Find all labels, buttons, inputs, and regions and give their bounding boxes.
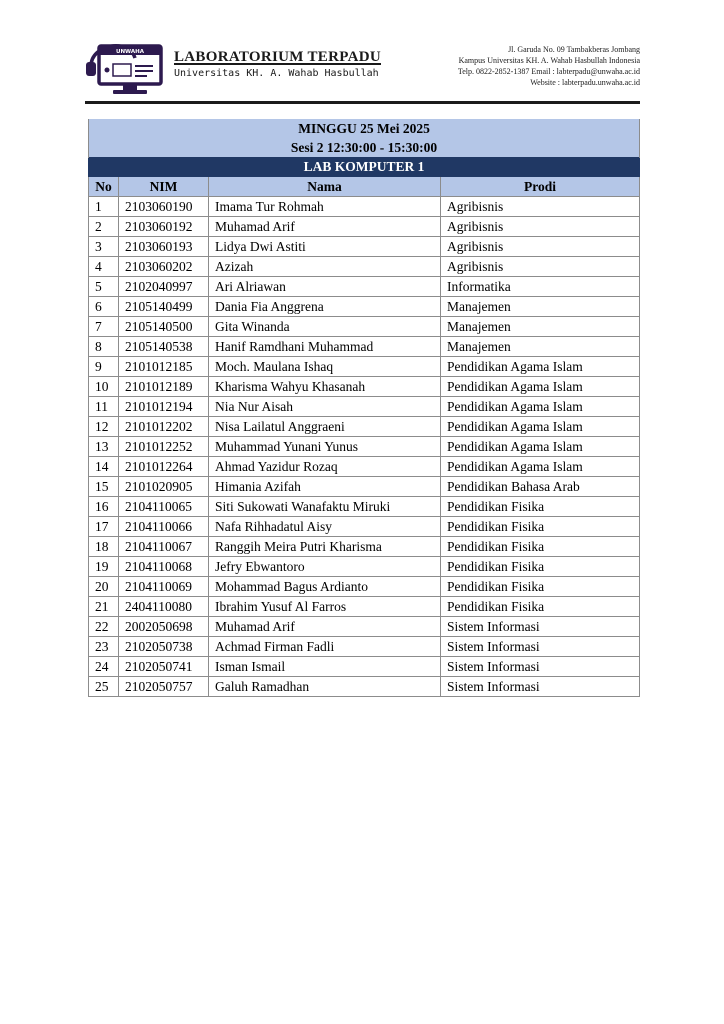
table-row: [89, 457, 640, 477]
row-prodi: Agribisnis: [441, 257, 640, 277]
row-nama: Dania Fia Anggrena: [209, 297, 441, 317]
row-no: 5: [89, 277, 119, 297]
row-no: 6: [89, 297, 119, 317]
row-nama: Nisa Lailatul Anggraeni: [209, 417, 441, 437]
lab-logo-monitor-headphones-icon: [85, 36, 165, 96]
row-nim: 2404110080: [119, 597, 209, 617]
row-nama: Siti Sukowati Wanafaktu Miruki: [209, 497, 441, 517]
column-header-prodi: Prodi: [441, 177, 640, 197]
row-nim: 2102050757: [119, 677, 209, 697]
table-row: [89, 657, 640, 677]
row-prodi: Manajemen: [441, 337, 640, 357]
letterhead: [85, 34, 640, 98]
table-row: [89, 277, 640, 297]
row-nama: Nia Nur Aisah: [209, 397, 441, 417]
row-no: 22: [89, 617, 119, 637]
row-nama: Moch. Maulana Ishaq: [209, 357, 441, 377]
row-no: 15: [89, 477, 119, 497]
table-row: [89, 677, 640, 697]
contact-campus: Kampus Universitas KH. A. Wahab Hasbullah Indonesia: [458, 56, 640, 65]
table-row: [89, 297, 640, 317]
row-prodi: Agribisnis: [441, 197, 640, 217]
table-row: [89, 257, 640, 277]
row-no: 17: [89, 517, 119, 537]
row-no: 20: [89, 577, 119, 597]
row-prodi: Sistem Informasi: [441, 677, 640, 697]
university-name: Universitas KH. A. Wahab Hasbullah: [174, 68, 379, 79]
row-nim: 2104110069: [119, 577, 209, 597]
row-nim: 2105140499: [119, 297, 209, 317]
table-header-row: [89, 177, 640, 197]
row-nim: 2103060202: [119, 257, 209, 277]
row-nim: 2103060192: [119, 217, 209, 237]
contact-address: Jl. Garuda No. 09 Tambakberas Jombang: [508, 45, 640, 54]
row-no: 10: [89, 377, 119, 397]
row-no: 9: [89, 357, 119, 377]
row-prodi: Pendidikan Fisika: [441, 537, 640, 557]
date-row: [89, 119, 640, 138]
row-prodi: Sistem Informasi: [441, 617, 640, 637]
row-no: 8: [89, 337, 119, 357]
row-nim: 2103060190: [119, 197, 209, 217]
row-nama: Ibrahim Yusuf Al Farros: [209, 597, 441, 617]
row-nim: 2101012264: [119, 457, 209, 477]
row-nama: Gita Winanda: [209, 317, 441, 337]
row-no: 2: [89, 217, 119, 237]
schedule-room: LAB KOMPUTER 1: [89, 158, 640, 177]
row-no: 18: [89, 537, 119, 557]
row-nim: 2102050738: [119, 637, 209, 657]
row-prodi: Manajemen: [441, 297, 640, 317]
row-nama: Kharisma Wahyu Khasanah: [209, 377, 441, 397]
row-nim: 2105140500: [119, 317, 209, 337]
row-no: 14: [89, 457, 119, 477]
row-prodi: Pendidikan Fisika: [441, 557, 640, 577]
row-no: 13: [89, 437, 119, 457]
row-nama: Galuh Ramadhan: [209, 677, 441, 697]
contact-website: Website : labterpadu.unwaha.ac.id: [530, 78, 640, 87]
table-row: [89, 417, 640, 437]
table-row: [89, 197, 640, 217]
row-nama: Azizah: [209, 257, 441, 277]
contact-phone-email: Telp. 0822-2852-1387 Email : labterpadu@unwaha.ac.id: [457, 67, 640, 76]
participant-table-body: [89, 119, 640, 697]
table-row: [89, 477, 640, 497]
row-no: 24: [89, 657, 119, 677]
table-row: [89, 357, 640, 377]
row-prodi: Pendidikan Agama Islam: [441, 417, 640, 437]
table-row: [89, 377, 640, 397]
row-prodi: Manajemen: [441, 317, 640, 337]
row-nama: Isman Ismail: [209, 657, 441, 677]
row-prodi: Agribisnis: [441, 237, 640, 257]
row-nim: 2104110065: [119, 497, 209, 517]
row-nama: Lidya Dwi Astiti: [209, 237, 441, 257]
row-nama: Mohammad Bagus Ardianto: [209, 577, 441, 597]
row-nim: 2101012189: [119, 377, 209, 397]
row-no: 3: [89, 237, 119, 257]
row-prodi: Pendidikan Agama Islam: [441, 377, 640, 397]
row-prodi: Agribisnis: [441, 217, 640, 237]
logo-text: UNWAHA: [115, 49, 145, 55]
row-prodi: Sistem Informasi: [441, 637, 640, 657]
row-nim: 2101012202: [119, 417, 209, 437]
row-prodi: Informatika: [441, 277, 640, 297]
row-nama: Muhammad Yunani Yunus: [209, 437, 441, 457]
column-header-nim: NIM: [119, 177, 209, 197]
row-prodi: Pendidikan Agama Islam: [441, 357, 640, 377]
table-row: [89, 617, 640, 637]
row-nama: Muhamad Arif: [209, 617, 441, 637]
row-no: 11: [89, 397, 119, 417]
table-row: [89, 237, 640, 257]
schedule-date: MINGGU 25 Mei 2025: [89, 119, 640, 138]
row-no: 23: [89, 637, 119, 657]
row-nim: 2104110066: [119, 517, 209, 537]
row-nim: 2101012185: [119, 357, 209, 377]
row-nim: 2104110067: [119, 537, 209, 557]
row-nama: Imama Tur Rohmah: [209, 197, 441, 217]
row-prodi: Pendidikan Agama Islam: [441, 437, 640, 457]
row-no: 12: [89, 417, 119, 437]
row-prodi: Pendidikan Bahasa Arab: [441, 477, 640, 497]
row-prodi: Sistem Informasi: [441, 657, 640, 677]
column-header-no: No: [89, 177, 119, 197]
row-nama: Jefry Ebwantoro: [209, 557, 441, 577]
table-row: [89, 397, 640, 417]
row-nim: 2105140538: [119, 337, 209, 357]
row-nama: Ahmad Yazidur Rozaq: [209, 457, 441, 477]
row-nim: 2002050698: [119, 617, 209, 637]
schedule-session: Sesi 2 12:30:00 - 15:30:00: [89, 138, 640, 158]
lab-name: LABORATORIUM TERPADU: [174, 49, 381, 65]
table-row: [89, 317, 640, 337]
row-prodi: Pendidikan Fisika: [441, 517, 640, 537]
row-nama: Achmad Firman Fadli: [209, 637, 441, 657]
participant-table: [88, 119, 640, 697]
row-no: 1: [89, 197, 119, 217]
row-prodi: Pendidikan Fisika: [441, 497, 640, 517]
row-nim: 2102040997: [119, 277, 209, 297]
row-nim: 2102050741: [119, 657, 209, 677]
row-nim: 2101020905: [119, 477, 209, 497]
table-row: [89, 337, 640, 357]
row-no: 21: [89, 597, 119, 617]
table-row: [89, 577, 640, 597]
row-prodi: Pendidikan Agama Islam: [441, 397, 640, 417]
table-row: [89, 637, 640, 657]
row-no: 25: [89, 677, 119, 697]
session-row: [89, 138, 640, 158]
row-nama: Hanif Ramdhani Muhammad: [209, 337, 441, 357]
row-nim: 2103060193: [119, 237, 209, 257]
letterhead-divider: [85, 101, 640, 104]
row-nama: Ari Alriawan: [209, 277, 441, 297]
row-no: 4: [89, 257, 119, 277]
row-nama: Ranggih Meira Putri Kharisma: [209, 537, 441, 557]
row-nama: Muhamad Arif: [209, 217, 441, 237]
table-row: [89, 217, 640, 237]
table-row: [89, 597, 640, 617]
column-header-nama: Nama: [209, 177, 441, 197]
row-nim: 2101012194: [119, 397, 209, 417]
row-prodi: Pendidikan Fisika: [441, 597, 640, 617]
table-row: [89, 517, 640, 537]
table-row: [89, 537, 640, 557]
row-no: 19: [89, 557, 119, 577]
row-prodi: Pendidikan Fisika: [441, 577, 640, 597]
table-row: [89, 437, 640, 457]
room-row: [89, 158, 640, 177]
table-row: [89, 497, 640, 517]
row-no: 16: [89, 497, 119, 517]
row-nama: Nafa Rihhadatul Aisy: [209, 517, 441, 537]
row-nama: Himania Azifah: [209, 477, 441, 497]
contact-info: [458, 44, 640, 88]
row-nim: 2104110068: [119, 557, 209, 577]
row-no: 7: [89, 317, 119, 337]
row-nim: 2101012252: [119, 437, 209, 457]
table-row: [89, 557, 640, 577]
row-prodi: Pendidikan Agama Islam: [441, 457, 640, 477]
